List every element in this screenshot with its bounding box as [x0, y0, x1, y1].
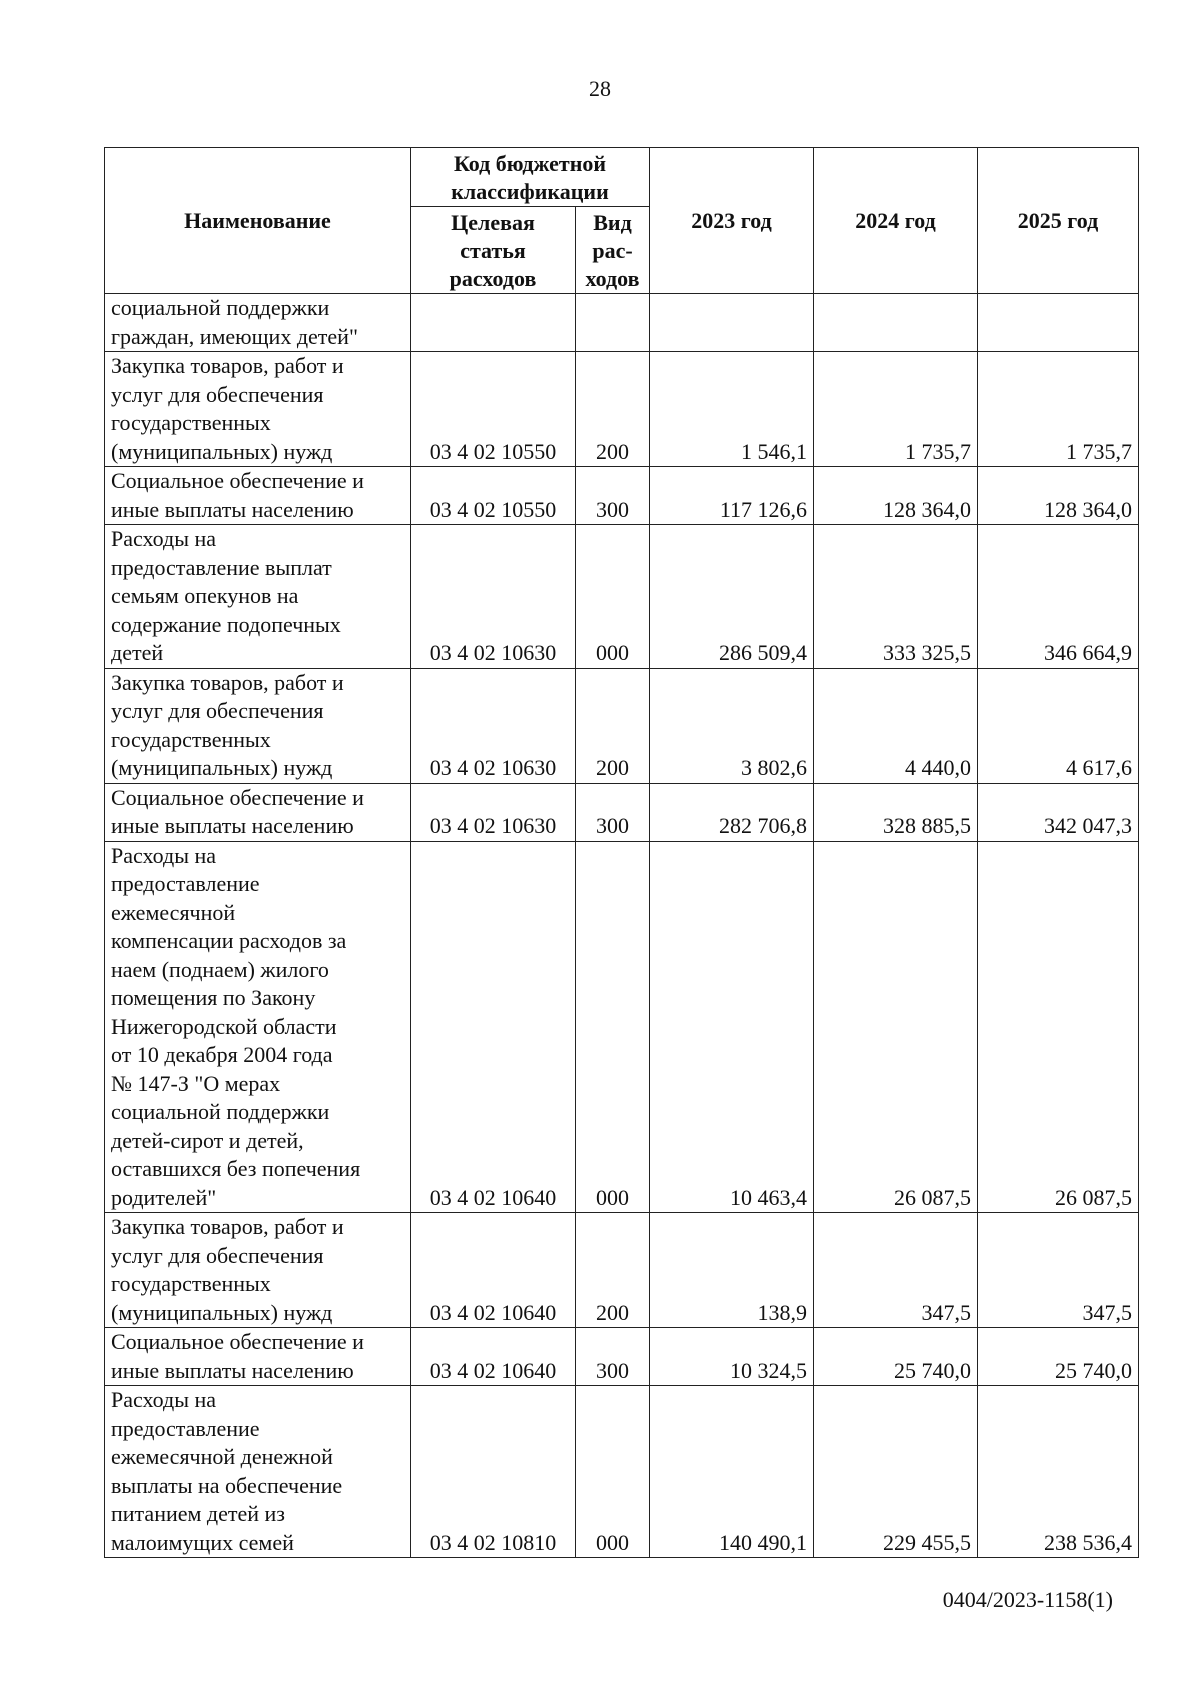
cell-2024: 328 885,5	[814, 783, 978, 841]
cell-2023: 286 509,4	[650, 525, 814, 669]
cell-2024: 4 440,0	[814, 668, 978, 783]
cell-target-article: 03 4 02 10640	[411, 841, 576, 1213]
table-row	[105, 1213, 1139, 1328]
table-row	[105, 467, 1139, 525]
cell-name: Закупка товаров, работ и услуг для обеспечения государственных (муниципальных) нужд	[105, 352, 411, 467]
cell-2024: 347,5	[814, 1213, 978, 1328]
cell-target-article: 03 4 02 10640	[411, 1328, 576, 1386]
header-target-article: Целевая статья расходов	[411, 207, 576, 294]
cell-expense-type: 300	[576, 1328, 650, 1386]
cell-expense-type: 300	[576, 467, 650, 525]
cell-name: Расходы на предоставление ежемесячной компенсации расходов за наем (поднаем) жилого помещения по Закону Нижегородской области от 10 декабря 2004 года № 147-З "О мерах социальной поддержки детей-сирот и детей, оставшихся без попечения родителей"	[105, 841, 411, 1213]
cell-2025: 238 536,4	[978, 1386, 1139, 1558]
cell-expense-type: 200	[576, 1213, 650, 1328]
cell-2024: 25 740,0	[814, 1328, 978, 1386]
table-row	[105, 294, 1139, 352]
cell-expense-type: 200	[576, 352, 650, 467]
cell-expense-type: 000	[576, 1386, 650, 1558]
cell-2025: 4 617,6	[978, 668, 1139, 783]
header-kbk-group: Код бюджетной классификации	[411, 148, 650, 207]
page-number: 28	[589, 76, 611, 101]
header-2025: 2025 год	[978, 148, 1139, 294]
cell-2023: 138,9	[650, 1213, 814, 1328]
header-2023: 2023 год	[650, 148, 814, 294]
cell-target-article	[411, 294, 576, 352]
cell-name: социальной поддержки граждан, имеющих детей"	[105, 294, 411, 352]
cell-target-article: 03 4 02 10550	[411, 467, 576, 525]
cell-target-article: 03 4 02 10630	[411, 525, 576, 669]
cell-2023: 117 126,6	[650, 467, 814, 525]
cell-2023: 1 546,1	[650, 352, 814, 467]
cell-target-article: 03 4 02 10640	[411, 1213, 576, 1328]
cell-name: Расходы на предоставление ежемесячной денежной выплаты на обеспечение питанием детей из малоимущих семей	[105, 1386, 411, 1558]
budget-table	[104, 147, 1139, 1558]
cell-name: Закупка товаров, работ и услуг для обеспечения государственных (муниципальных) нужд	[105, 1213, 411, 1328]
cell-2025: 26 087,5	[978, 841, 1139, 1213]
cell-2025: 25 740,0	[978, 1328, 1139, 1386]
cell-2023: 3 802,6	[650, 668, 814, 783]
cell-name: Социальное обеспечение и иные выплаты населению	[105, 1328, 411, 1386]
document-number: 0404/2023-1158(1)	[942, 1587, 1113, 1612]
table-row	[105, 1328, 1139, 1386]
cell-2024: 128 364,0	[814, 467, 978, 525]
table-row	[105, 1386, 1139, 1558]
cell-2024	[814, 294, 978, 352]
cell-2024: 1 735,7	[814, 352, 978, 467]
cell-target-article: 03 4 02 10550	[411, 352, 576, 467]
table-row	[105, 352, 1139, 467]
cell-expense-type	[576, 294, 650, 352]
cell-2023: 282 706,8	[650, 783, 814, 841]
header-name: Наименование	[105, 148, 411, 294]
cell-2023	[650, 294, 814, 352]
cell-2025: 1 735,7	[978, 352, 1139, 467]
cell-2025	[978, 294, 1139, 352]
cell-2024: 229 455,5	[814, 1386, 978, 1558]
table-row	[105, 668, 1139, 783]
table-body	[105, 294, 1139, 1558]
cell-2023: 10 324,5	[650, 1328, 814, 1386]
cell-name: Расходы на предоставление выплат семьям опекунов на содержание подопечных детей	[105, 525, 411, 669]
cell-target-article: 03 4 02 10810	[411, 1386, 576, 1558]
cell-name: Социальное обеспечение и иные выплаты населению	[105, 467, 411, 525]
cell-2025: 342 047,3	[978, 783, 1139, 841]
header-2024: 2024 год	[814, 148, 978, 294]
cell-expense-type: 200	[576, 668, 650, 783]
cell-target-article: 03 4 02 10630	[411, 668, 576, 783]
cell-2025: 346 664,9	[978, 525, 1139, 669]
cell-expense-type: 300	[576, 783, 650, 841]
cell-expense-type: 000	[576, 525, 650, 669]
cell-name: Социальное обеспечение и иные выплаты населению	[105, 783, 411, 841]
cell-2025: 347,5	[978, 1213, 1139, 1328]
cell-name: Закупка товаров, работ и услуг для обеспечения государственных (муниципальных) нужд	[105, 668, 411, 783]
table-header	[105, 148, 1139, 294]
table-row	[105, 525, 1139, 669]
header-expense-type: Вид рас-ходов	[576, 207, 650, 294]
cell-2024: 333 325,5	[814, 525, 978, 669]
table-row	[105, 783, 1139, 841]
cell-2025: 128 364,0	[978, 467, 1139, 525]
cell-target-article: 03 4 02 10630	[411, 783, 576, 841]
cell-2024: 26 087,5	[814, 841, 978, 1213]
cell-2023: 140 490,1	[650, 1386, 814, 1558]
table-row	[105, 841, 1139, 1213]
cell-expense-type: 000	[576, 841, 650, 1213]
cell-2023: 10 463,4	[650, 841, 814, 1213]
